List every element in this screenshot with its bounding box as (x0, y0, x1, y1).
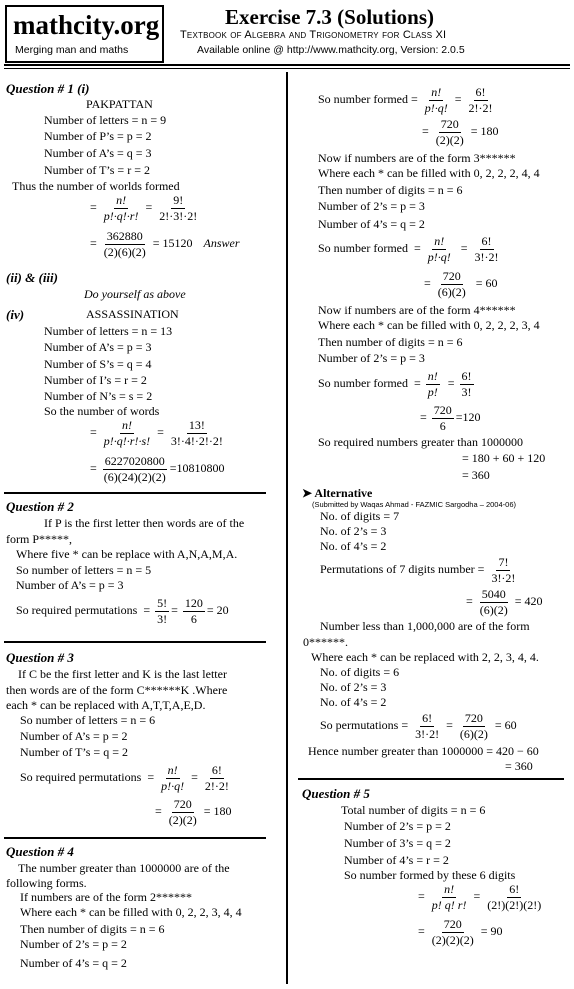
page-subtitle: Textbook of Algebra and Trigonometry for Class XI (180, 29, 447, 41)
alt-equation-2: = $\frac{5040}{(6)(2)}$ = 420 (466, 587, 543, 617)
fraction-denominator: p! q! r! (431, 897, 467, 912)
r-result-1: = 180 (470, 123, 499, 138)
fraction-numerator: 6! (211, 763, 222, 777)
alt-result-1: = 420 (514, 593, 543, 608)
q2-line: If P is the first letter then words are of the (44, 516, 245, 530)
q1-line: Number of T’s = r = 2 (44, 163, 150, 177)
r-line: Then number of digits = n = 6 (318, 335, 463, 349)
q5-line: Total number of digits = n = 6 (341, 803, 486, 817)
r-line: Where each * can be filled with 0, 2, 2, 2, 4, 4 (318, 166, 540, 180)
alternative-heading (302, 487, 372, 499)
q1-line: Number of P’s = p = 2 (44, 129, 152, 143)
fraction-denominator: p!·q! (424, 100, 448, 115)
fraction-denominator: p!·q! (427, 249, 451, 264)
fraction-denominator: (2)(2) (168, 812, 197, 827)
r-line: So required numbers greater than 1000000 (318, 435, 523, 449)
q1-equation-3: = $\frac{n!}{p!\cdot q!\cdot r!\cdot s!}$ = $\frac{13!}{3!\cdot 4!\cdot 2!\cdot 2!}$ (90, 418, 223, 448)
alt-line: No. of digits = 6 (320, 665, 400, 679)
r-equation-4: = $\frac{720}{(6)(2)}$ = 60 (424, 269, 498, 299)
submitted-by-note: (Submitted by Waqas Ahmad - FAZMIC Sargodha – 2004-06) (312, 500, 516, 509)
fraction-numerator: 362880 (106, 229, 143, 243)
fraction-denominator: (2)(6)(2) (103, 244, 146, 259)
fraction-numerator: n! (431, 85, 442, 99)
q3-equation-1: So required permutations = $\frac{n!}{p!\cdot q!}$ = $\frac{6!}{2!\cdot 2!}$ (20, 763, 229, 793)
r-equation-6: = $\frac{720}{6}$ =120 (420, 403, 481, 433)
q5-line: So number formed by these 6 digits (344, 868, 516, 882)
alt-line: = 360 (505, 759, 533, 773)
fraction-numerator: n! (444, 882, 455, 896)
q1-line: Number of S’s = q = 4 (44, 357, 152, 371)
fraction-denominator: p!·q!·r! (103, 208, 139, 223)
q4-line: If numbers are of the form 2****** (20, 890, 192, 904)
r-equation-3: So number formed = $\frac{n!}{p!\cdot q!}$ = $\frac{6!}{3!\cdot 2!}$ (318, 234, 499, 264)
word-assassination: ASSASSINATION (86, 307, 179, 321)
r-line: Now if numbers are of the form 3****** (318, 151, 516, 165)
q1-so-words: So the number of words (44, 404, 160, 418)
q2-equation: So required permutations = $\frac{5!}{3!}$ = $\frac{120}{6}$ = 20 (16, 596, 229, 626)
fraction-numerator: n! (116, 193, 127, 207)
section-divider (298, 778, 564, 780)
r-formed-label: So number formed (318, 91, 408, 106)
fraction-denominator: (6)(2) (437, 284, 466, 299)
q4-line: The number greater than 1000000 are of the (18, 861, 230, 875)
r-line: = 180 + 60 + 120 (462, 451, 546, 465)
fraction-denominator: (6)(24)(2)(2) (103, 469, 166, 484)
fraction-numerator: 5! (157, 596, 168, 610)
alt-line: No. of 2’s = 3 (320, 524, 387, 538)
q5-line: Number of 2’s = p = 2 (344, 819, 451, 833)
fraction-denominator: p!·q!·r!·s! (103, 433, 151, 448)
fraction-denominator: (2)(2) (435, 132, 464, 147)
q2-result: = 20 (206, 602, 229, 617)
q1-result: = 15120 (152, 235, 193, 250)
alt-line: Hence number greater than 1000000 = 420 − 60 (308, 744, 539, 758)
r-result-2: = 60 (475, 275, 498, 290)
header-divider-thin (4, 68, 570, 69)
fraction-numerator: 720 (464, 711, 483, 725)
q1-part-ii-iii: (ii) & (iii) (6, 270, 58, 285)
fraction-numerator: 5040 (481, 587, 506, 601)
q2-line: Where five * can be replace with A,N,A,M,A. (16, 547, 238, 561)
q5-result: = 90 (480, 923, 503, 938)
alt-line: No. of 4’s = 2 (320, 695, 387, 709)
fraction-numerator: 120 (184, 596, 203, 610)
question-1-heading: Question # 1 (i) (6, 81, 90, 96)
alt-equation-3: So permutations = $\frac{6!}{3!\cdot 2!}$ = $\frac{720}{(6)(2)}$ = 60 (320, 711, 517, 741)
section-divider (4, 641, 266, 643)
q1-part-iv: (iv) (6, 307, 25, 322)
fraction-numerator: 6227020800 (104, 454, 165, 468)
r-result-3: =120 (455, 409, 481, 424)
q1-equation-2: = $\frac{362880}{(2)(6)(2)}$ = 15120 Answer (90, 229, 240, 259)
q5-equation-2: = $\frac{720}{(2)(2)(2)}$ = 90 (418, 917, 503, 947)
q4-line: following forms. (6, 876, 87, 890)
fraction-denominator: 6 (190, 611, 197, 626)
q3-line: Number of A’s = p = 2 (20, 729, 128, 743)
section-divider (4, 492, 266, 494)
r-line: Number of 2’s = p = 3 (318, 351, 425, 365)
alternative-title: Alternative (314, 486, 373, 500)
fraction-numerator: n! (121, 418, 132, 432)
fraction-denominator: (6)(2) (479, 602, 508, 617)
q1-line: Number of N’s = s = 2 (44, 389, 153, 403)
logo-tagline: Merging man and maths (15, 44, 129, 56)
q1-line: Number of A’s = p = 3 (44, 340, 152, 354)
q1-equation-4: = $\frac{6227020800}{(6)(24)(2)(2)}$ =10810800 (90, 454, 225, 484)
alt-line: Number less than 1,000,000 are of the form (320, 619, 530, 633)
alt-line: No. of 2’s = 3 (320, 680, 387, 694)
r-line: Where each * can be filled with 0, 2, 2, 2, 3, 4 (318, 318, 540, 332)
question-3-heading: Question # 3 (6, 650, 74, 665)
q3-equation-2: = $\frac{720}{(2)(2)}$ = 180 (155, 797, 232, 827)
q2-line: So number of letters = n = 5 (16, 563, 152, 577)
alt-line: No. of 4’s = 2 (320, 539, 387, 553)
fraction-numerator: 9! (173, 193, 184, 207)
q3-perm-label: So required permutations (20, 769, 142, 784)
fraction-numerator: 7! (498, 555, 509, 569)
fraction-denominator: 3!·2! (491, 570, 516, 585)
q3-line: Number of T’s = q = 2 (20, 745, 128, 759)
fraction-numerator: 720 (442, 269, 461, 283)
q1-equation-1: = $\frac{n!}{p!\cdot q!\cdot r!}$ = $\frac{9!}{2!\cdot 3!\cdot 2!}$ (90, 193, 198, 223)
q2-perm-label: So required permutations (16, 602, 138, 617)
alt-perm-label-2: So permutations = (320, 717, 409, 732)
answer-label: Answer (203, 235, 240, 250)
q1-line: Number of A’s = q = 3 (44, 146, 152, 160)
q3-line: each * can be replaced with A,T,T,A,E,D. (6, 698, 206, 712)
q2-line: form P*****, (6, 532, 72, 546)
fraction-numerator: 720 (443, 917, 462, 931)
q3-line: If C be the first letter and K is the last letter (18, 667, 227, 681)
fraction-numerator: 720 (173, 797, 192, 811)
q2-line: Number of A’s = p = 3 (16, 578, 124, 592)
fraction-numerator: 6! (422, 711, 433, 725)
fraction-numerator: n! (167, 763, 178, 777)
logo-box (5, 5, 164, 63)
alt-equation-1: Permutations of 7 digits number = $\frac{7!}{3!\cdot 2!}$ (320, 555, 516, 585)
fraction-numerator: 13! (188, 418, 205, 432)
bullet-arrow-icon: ➤ (302, 486, 313, 500)
fraction-numerator: 6! (475, 85, 486, 99)
q4-line: Then number of digits = n = 6 (20, 922, 165, 936)
q4-line: Number of 2’s = p = 2 (20, 937, 127, 951)
fraction-numerator: n! (434, 234, 445, 248)
q4-line: Where each * can be filled with 0, 2, 2, 3, 4, 4 (20, 905, 242, 919)
fraction-denominator: 2!·2! (204, 778, 229, 793)
q3-result: = 180 (203, 803, 232, 818)
question-4-heading: Question # 4 (6, 844, 74, 859)
r-line: Number of 4’s = q = 2 (318, 217, 425, 231)
alt-result-2: = 60 (494, 717, 517, 732)
page-title: Exercise 7.3 (Solutions) (225, 5, 435, 29)
q1-result-2: =10810800 (169, 460, 225, 475)
fraction-numerator: n! (427, 369, 438, 383)
fraction-denominator: 2!·2! (468, 100, 493, 115)
fraction-numerator: 6! (509, 882, 520, 896)
fraction-denominator: 3!·2! (415, 726, 440, 741)
r-formed-label: So number formed (318, 375, 408, 390)
alt-line: Where each * can be replaced with 2, 2, 3, 4, 4. (311, 650, 539, 664)
fraction-denominator: p!·q! (161, 778, 185, 793)
r-equation-2: = $\frac{720}{(2)(2)}$ = 180 (422, 117, 499, 147)
fraction-denominator: 3! (461, 384, 472, 399)
fraction-numerator: 720 (433, 403, 452, 417)
fraction-numerator: 6! (461, 369, 472, 383)
fraction-numerator: 720 (440, 117, 459, 131)
do-yourself-note: Do yourself as above (84, 287, 186, 301)
q4-line: Number of 4’s = q = 2 (20, 956, 127, 970)
q3-line: So number of letters = n = 6 (20, 713, 156, 727)
column-divider (286, 72, 288, 984)
r-line: Then number of digits = n = 6 (318, 183, 463, 197)
fraction-denominator: 3! (157, 611, 168, 626)
r-equation-1: So number formed = $\frac{n!}{p!\cdot q!}$ = $\frac{6!}{2!\cdot 2!}$ (318, 85, 493, 115)
q5-line: Number of 3’s = q = 2 (344, 836, 451, 850)
question-5-heading: Question # 5 (302, 786, 370, 801)
fraction-denominator: 3!·2! (474, 249, 499, 264)
section-divider (4, 837, 266, 839)
r-line: Now if numbers are of the form 4****** (318, 303, 516, 317)
fraction-denominator: 2!·3!·2! (159, 208, 198, 223)
fraction-denominator: (2)(2)(2) (431, 932, 474, 947)
r-line: Number of 2’s = p = 3 (318, 199, 425, 213)
alt-line: No. of digits = 7 (320, 509, 400, 523)
alt-perm-label: Permutations of 7 digits number (320, 561, 475, 576)
q1-line: Number of I’s = r = 2 (44, 373, 147, 387)
r-equation-5: So number formed = $\frac{n!}{p!}$ = $\frac{6!}{3!}$ (318, 369, 472, 399)
q1-words-formed: Thus the number of worlds formed (12, 179, 180, 193)
q5-line: Number of 4’s = r = 2 (344, 853, 449, 867)
logo-title: mathcity.org (13, 10, 160, 40)
q3-line: then words are of the form C******K .Where (6, 683, 228, 697)
fraction-denominator: 6 (439, 418, 446, 433)
q1-line: Number of letters = n = 13 (44, 324, 173, 338)
q5-equation-1: = $\frac{n!}{p! q! r!}$ = $\frac{6!}{(2!)(2!)(2!)}$ (418, 882, 542, 912)
availability-note: Available online @ http://www.mathcity.org, Version: 2.0.5 (197, 44, 465, 56)
alt-line: 0******. (303, 635, 348, 649)
fraction-numerator: 6! (481, 234, 492, 248)
q1-line: Number of letters = n = 9 (44, 113, 167, 127)
fraction-denominator: (2!)(2!)(2!) (487, 897, 542, 912)
r-line: = 360 (462, 468, 490, 482)
header-divider (4, 64, 570, 66)
fraction-denominator: p! (427, 384, 438, 399)
r-formed-label: So number formed (318, 240, 408, 255)
question-2-heading: Question # 2 (6, 499, 74, 514)
word-pakpattan: PAKPATTAN (86, 97, 153, 111)
fraction-denominator: 3!·4!·2!·2! (170, 433, 223, 448)
fraction-denominator: (6)(2) (459, 726, 488, 741)
